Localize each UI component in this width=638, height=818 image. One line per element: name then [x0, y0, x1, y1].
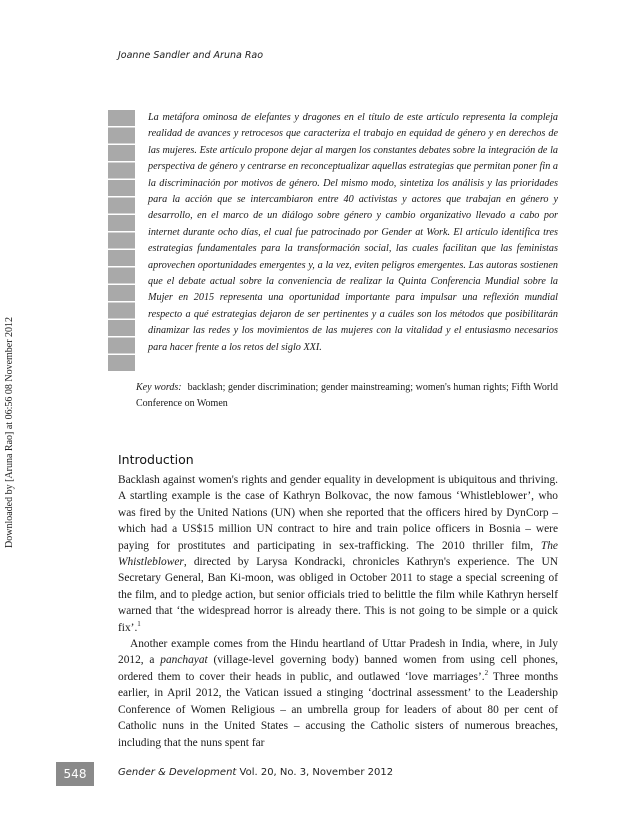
paragraph-2-part-a: Another example comes from the Hindu heartland of Uttar Pradesh in India, where, in July 2012, a: [118, 638, 558, 667]
footnote-ref-2[interactable]: 2: [484, 669, 489, 678]
abstract-text: La metáfora ominosa de elefantes y dragones en el título de este artículo representa la compleja realidad de avances y retrocesos que caracteriza el trabajo en equidad de género y en derechos de las mujeres. Este artículo propone dejar al margen los constantes debates sobre la integración de la perspectiva de género y centrarse en reconceptualizar aquellas estrategias que permitan poner fin a la discriminación por motivos de género. Del mismo modo, sintetiza los análisis y las prioridades para la acción que se intercambiaron entre 40 activistas y actores que trabajan en género y desarrollo, en el marco de un diálogo sobre género y cambio organizativo llevado a cabo por internet durante ocho días, el cual fue patrocinado por Gender at Work. El artículo identifica tres estrategias fundamentales para la transformación social, las cuales facilitan que las feministas aprovechen oportunidades emergentes y, a la vez, eviten peligros emergentes. Las autoras sostienen que el debate actual sobre la conveniencia de realizar la Quinta Conferencia Mundial sobre la Mujer en 2015 representa una oportunidad importante para impulsar una reflexión mundial respecto a qué estrategias dejaron de ser pertinentes y a cuáles son los métodos que posibilitarán dinamizar las redes y los movimientos de las mujeres con la vitalidad y el entusiasmo necesarios para hacer frente a los retos del siglo XXI.: [148, 112, 558, 353]
panchayat-term: panchayat: [160, 654, 208, 667]
film-title: The Whistleblower: [118, 539, 558, 569]
footer-citation: [118, 767, 393, 778]
journal-name: Gender & Development: [118, 767, 237, 778]
paragraph-1-part-a: Backlash against women's rights and gender equality in development is ubiquitous and thriving. A startling example is the case of Kathryn Bolkovac, the now famous ‘Whistleblower’, who was fired by the United Nations (UN) when she reported that the officers hired by DynCorp – which had a US$15 million UN contract to hire and train police officers in Bosnia – were paying for prostitutes and participating in sex-trafficking. The 2010 thriller film,: [118, 474, 558, 552]
footnote-ref-1[interactable]: 1: [137, 619, 141, 628]
keywords: [136, 380, 558, 412]
paragraph-2: [118, 636, 558, 751]
page-number: 548: [56, 762, 94, 786]
section-heading: Introduction: [118, 452, 194, 467]
paragraph-1-part-b: , directed by Larysa Kondracki, chronicles Kathryn's experience. The UN Secretary General, Ban Ki-moon, was obliged in October 2011 to stage a special screening of the film, and to pledge action, but senior officials tried to belittle the film while Kathryn herself warned that ‘the widespread horror is already there. This is not going to be simple or a quick fix’.: [118, 556, 558, 634]
abstract-side-bar: [108, 110, 135, 372]
paragraph-2-part-c: Three months earlier, in April 2012, the Vatican issued a stinging ‘doctrinal assessment’ to the Leadership Conference of Women Religious – an umbrella group for leaders of about 80 per cent of Catholic nuns in the United States – accusing the Catholic sisters of numerous breaches, including that the nuns spent far: [118, 670, 558, 749]
download-note: Downloaded by [Aruna Rao] at 06:56 08 November 2012: [4, 316, 15, 548]
paragraph-1: [118, 472, 558, 636]
keywords-label: Key words:: [136, 382, 182, 393]
running-head: Joanne Sandler and Aruna Rao: [118, 50, 264, 61]
abstract-block: [108, 110, 558, 372]
body-text: [118, 472, 558, 751]
paragraph-2-part-b: (village-level governing body) banned women from using cell phones, ordered them to cover their heads in public, and outlawed ‘love marriages’.: [118, 654, 558, 683]
keywords-text: backlash; gender discrimination; gender mainstreaming; women's human rights; Fifth World Conference on Women: [136, 382, 558, 409]
journal-volume: Vol. 20, No. 3, November 2012: [239, 767, 394, 778]
